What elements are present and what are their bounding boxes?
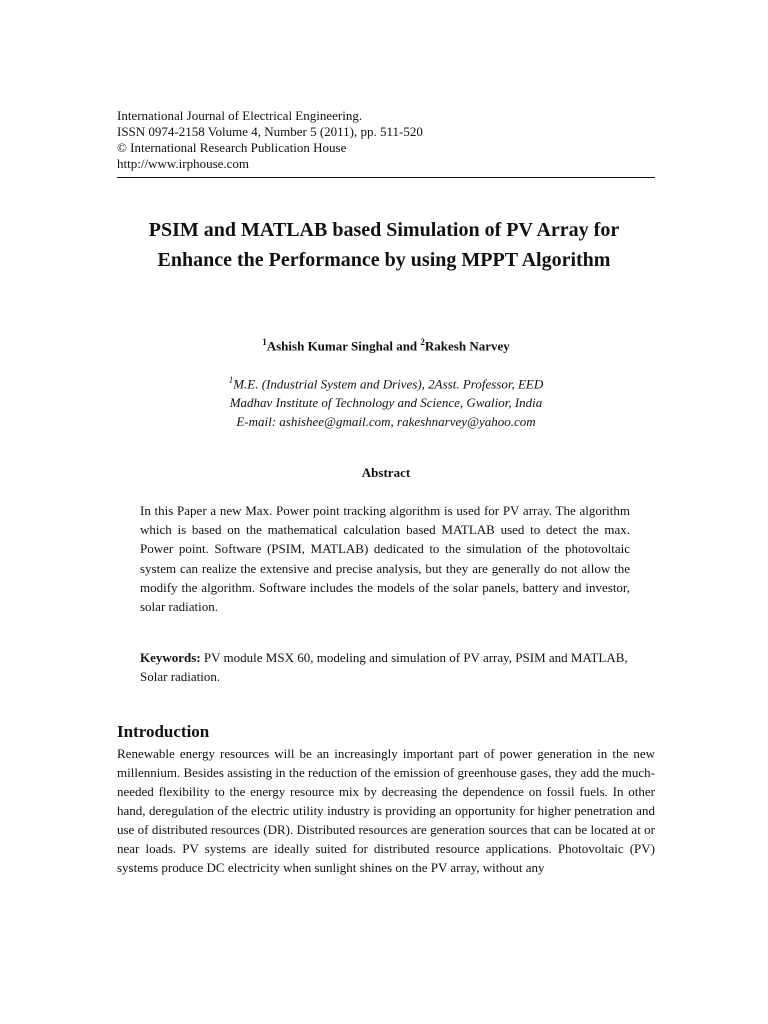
paper-title: PSIM and MATLAB based Simulation of PV Array for Enhance the Performance by using MPPT Algorithm (148, 219, 620, 271)
affiliation-line-2: Madhav Institute of Technology and Science, Gwalior, India (229, 395, 543, 411)
affiliation-block (117, 371, 655, 431)
journal-header (117, 108, 655, 172)
journal-url: http://www.irphouse.com (117, 156, 250, 171)
keywords-paragraph (140, 648, 630, 686)
keywords-text: PV module MSX 60, modeling and simulation of PV array, PSIM and MATLAB, Solar radiation. (140, 650, 628, 684)
introduction-heading: Introduction (117, 722, 210, 741)
affiliation-email: E-mail: ashishee@gmail.com, rakeshnarvey@yahoo.com (236, 414, 536, 430)
affiliation-text-1: M.E. (Industrial System and Drives), 2Asst. Professor, EED (233, 376, 544, 392)
author1-name: Ashish Kumar Singhal (266, 338, 393, 354)
author-line (117, 333, 655, 355)
keywords-label: Keywords: (140, 650, 201, 665)
journal-issn: ISSN 0974-2158 Volume 4, Number 5 (2011), pp. 511-520 (117, 124, 423, 139)
affiliation-mark: 1 (228, 375, 234, 385)
journal-publisher: © International Research Publication House (117, 140, 347, 155)
author2-mark: 2 (420, 337, 425, 347)
author2-name: Rakesh Narvey (424, 338, 510, 354)
abstract-text: In this Paper a new Max. Power point tracking algorithm is used for PV array. The algorithm which is based on the mathematical calculation based MATLAB used to detect the max. Power point. Software (PSIM, MATLAB) dedicated to the simulation of the photovoltaic system can realize the extensive and precise analysis, but they are generally do not allow the modify the algorithm. Software includes the models of the solar panels, battery and investor, solar radiation. (140, 503, 630, 615)
header-divider (117, 177, 655, 178)
affiliation-line-1 (117, 371, 655, 393)
author1-mark: 1 (262, 337, 267, 347)
author-conjunction: and (392, 338, 421, 354)
abstract-heading: Abstract (361, 465, 411, 480)
introduction-text: Renewable energy resources will be an increasingly important part of power generation in the new millennium. Besides assisting in the reduction of the emission of greenhouse gases, they add the much- needed flexibility to the energy resource mix by decreasing the dependence on fossil fuels. In other hand, deregulation of the electric utility industry is providing an opportunity for higher penetration and use of distributed resources (DR). Distributed resources are generation sources that can be located at or near loads. PV systems are ideally suited for distributed resource applications. Photovoltaic (PV) systems produce DC electricity when sunlight shines on the PV array, without any (117, 746, 655, 875)
journal-name: International Journal of Electrical Engineering. (117, 108, 363, 123)
